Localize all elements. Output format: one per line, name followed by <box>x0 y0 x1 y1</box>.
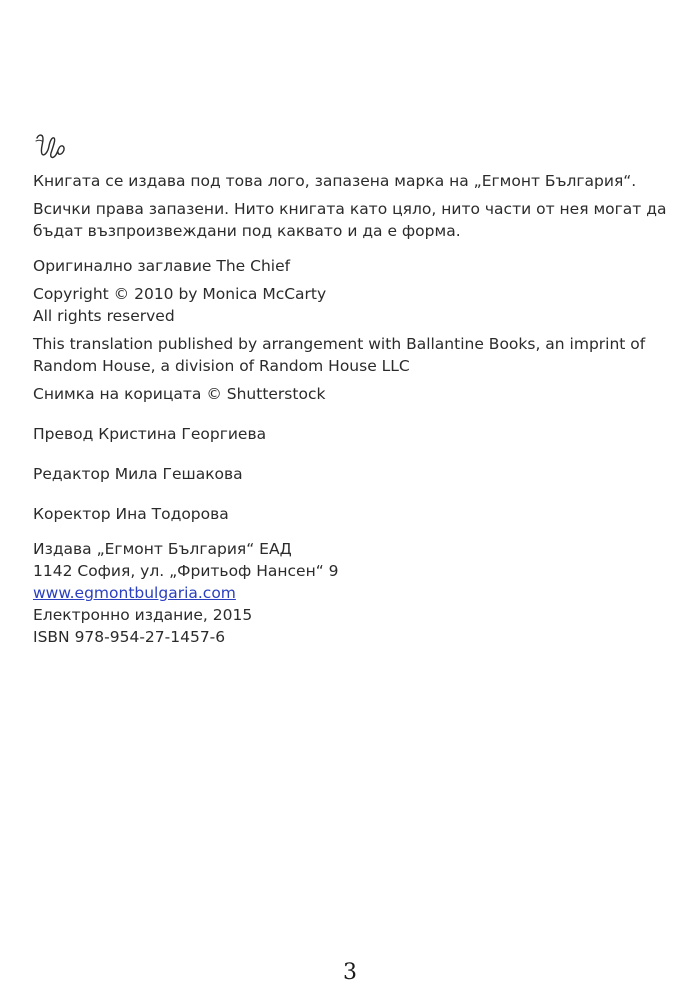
all-rights-line: All rights reserved <box>33 307 175 325</box>
copyright-line: Copyright © 2010 by Monica McCarty <box>33 285 327 303</box>
imprint-text <box>33 170 673 648</box>
website-link[interactable]: www.egmontbulgaria.com <box>33 584 236 602</box>
proofreader-credit: Коректор Ина Тодорова <box>33 505 229 523</box>
edition-line: Електронно издание, 2015 <box>33 606 253 624</box>
logo-note: Книгата се издава под това лого, запазена марка на „Егмонт България“. <box>33 172 637 190</box>
isbn-line: ISBN 978-954-27-1457-6 <box>33 628 226 646</box>
original-title: Оригинално заглавие The Chief <box>33 257 291 275</box>
address-line: 1142 София, ул. „Фритьоф Нансен“ 9 <box>33 562 339 580</box>
rights-note: Всички права запазени. Нито книгата като цяло, нито части от нея могат да бъдат възпроизвеждани под каквато и да е форма. <box>33 200 667 240</box>
translation-note: This translation published by arrangement with Ballantine Books, an imprint of Random House, a division of Random House LLC <box>33 335 646 375</box>
egmont-script-logo-icon <box>34 132 68 162</box>
translator-credit: Превод Кристина Георгиева <box>33 425 267 443</box>
page-number: 3 <box>343 960 357 985</box>
editor-credit: Редактор Мила Гешакова <box>33 465 243 483</box>
publisher-line: Издава „Егмонт България“ ЕАД <box>33 540 292 558</box>
cover-photo-credit: Снимка на корицата © Shutterstock <box>33 385 326 403</box>
